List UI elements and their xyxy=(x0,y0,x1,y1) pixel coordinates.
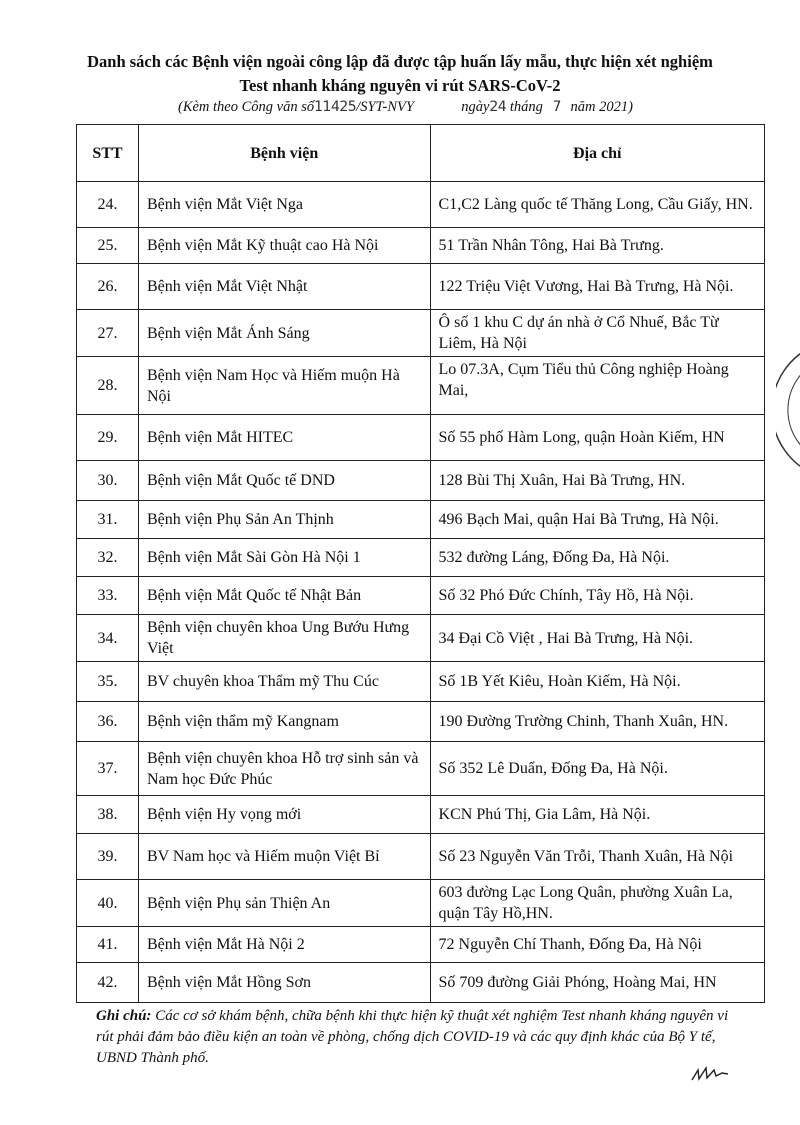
row-stt: 39. xyxy=(77,834,139,880)
row-address: Số 23 Nguyễn Văn Trỗi, Thanh Xuân, Hà Nội xyxy=(430,834,764,880)
row-stt: 25. xyxy=(77,228,139,264)
table-row xyxy=(77,264,765,310)
row-address: 532 đường Láng, Đống Đa, Hà Nội. xyxy=(430,539,764,577)
ref-number: 11425 xyxy=(314,99,357,115)
row-address: KCN Phú Thị, Gia Lâm, Hà Nội. xyxy=(430,796,764,834)
row-stt: 40. xyxy=(77,880,139,927)
row-stt: 42. xyxy=(77,963,139,1003)
row-hospital-name: Bệnh viện chuyên khoa Ung Bướu Hưng Việt xyxy=(138,615,430,662)
table-row xyxy=(77,539,765,577)
row-hospital-name: Bệnh viện Phụ Sản An Thịnh xyxy=(138,501,430,539)
table-row xyxy=(77,880,765,927)
ref-year: năm 2021) xyxy=(570,99,633,115)
ref-month-label: tháng xyxy=(509,99,543,115)
document-reference xyxy=(178,99,633,116)
row-stt: 35. xyxy=(77,662,139,702)
row-hospital-name: Bệnh viện thẩm mỹ Kangnam xyxy=(138,702,430,742)
row-stt: 32. xyxy=(77,539,139,577)
row-stt: 29. xyxy=(77,415,139,461)
row-hospital-name: Bệnh viện Mắt Quốc tế Nhật Bản xyxy=(138,577,430,615)
row-address: C1,C2 Làng quốc tế Thăng Long, Cầu Giấy, HN. xyxy=(430,182,764,228)
row-hospital-name: Bệnh viện Mắt HITEC xyxy=(138,415,430,461)
table-row xyxy=(77,182,765,228)
table-header-row xyxy=(77,125,765,182)
row-address: 72 Nguyễn Chí Thanh, Đống Đa, Hà Nội xyxy=(430,927,764,963)
row-address: 34 Đại Cồ Việt , Hai Bà Trưng, Hà Nội. xyxy=(430,615,764,662)
table-row xyxy=(77,310,765,357)
row-hospital-name: BV Nam học và Hiếm muộn Việt Bỉ xyxy=(138,834,430,880)
row-address: Số 32 Phó Đức Chính, Tây Hồ, Hà Nội. xyxy=(430,577,764,615)
row-hospital-name: Bệnh viện Mắt Kỹ thuật cao Hà Nội xyxy=(138,228,430,264)
row-stt: 28. xyxy=(77,357,139,415)
row-address: Số 709 đường Giải Phóng, Hoàng Mai, HN xyxy=(430,963,764,1003)
header-address: Địa chỉ xyxy=(430,125,764,182)
table-row xyxy=(77,742,765,796)
row-address: Ô số 1 khu C dự án nhà ở Cổ Nhuế, Bắc Từ Liêm, Hà Nội xyxy=(430,310,764,357)
row-address: 190 Đường Trường Chinh, Thanh Xuân, HN. xyxy=(430,702,764,742)
row-address: Số 352 Lê Duẩn, Đống Đa, Hà Nội. xyxy=(430,742,764,796)
table-row xyxy=(77,834,765,880)
table-row xyxy=(77,702,765,742)
table-row xyxy=(77,615,765,662)
signature-mark-icon xyxy=(690,1062,730,1084)
row-hospital-name: Bệnh viện Hy vọng mới xyxy=(138,796,430,834)
row-stt: 24. xyxy=(77,182,139,228)
row-address: 122 Triệu Việt Vương, Hai Bà Trưng, Hà Nội. xyxy=(430,264,764,310)
header-stt: STT xyxy=(77,125,139,182)
row-stt: 41. xyxy=(77,927,139,963)
table-row xyxy=(77,796,765,834)
row-stt: 27. xyxy=(77,310,139,357)
ref-month: 7 xyxy=(552,99,561,115)
header-hospital: Bệnh viện xyxy=(138,125,430,182)
row-address: 128 Bùi Thị Xuân, Hai Bà Trưng, HN. xyxy=(430,461,764,501)
row-hospital-name: Bệnh viện Mắt Hồng Sơn xyxy=(138,963,430,1003)
row-hospital-name: Bệnh viện Mắt Ánh Sáng xyxy=(138,310,430,357)
table-row xyxy=(77,228,765,264)
table-row xyxy=(77,577,765,615)
row-hospital-name: BV chuyên khoa Thẩm mỹ Thu Cúc xyxy=(138,662,430,702)
hospital-table xyxy=(76,124,765,1003)
document-title-line-1: Danh sách các Bệnh viện ngoài công lập đã được tập huấn lấy mẫu, thực hiện xét nghiệm xyxy=(87,52,713,71)
ref-prefix: (Kèm theo Công văn số xyxy=(178,99,315,115)
footnote xyxy=(96,1006,746,1069)
row-address: Lo 07.3A, Cụm Tiểu thủ Công nghiệp Hoàng Mai, xyxy=(430,357,764,415)
table-row xyxy=(77,501,765,539)
row-address: 603 đường Lạc Long Quân, phường Xuân La, quận Tây Hồ,HN. xyxy=(430,880,764,927)
row-hospital-name: Bệnh viện chuyên khoa Hỗ trợ sinh sản và Nam học Đức Phúc xyxy=(138,742,430,796)
row-stt: 36. xyxy=(77,702,139,742)
row-address: Số 1B Yết Kiêu, Hoàn Kiếm, Hà Nội. xyxy=(430,662,764,702)
document-title-line-2: Test nhanh kháng nguyên vi rút SARS-CoV-2 xyxy=(239,76,561,95)
table-row xyxy=(77,461,765,501)
footnote-text: Các cơ sở khám bệnh, chữa bệnh khi thực hiện kỹ thuật xét nghiệm Test nhanh kháng nguyên vi rút phải đảm bảo điều kiện an toàn về phòng, chống dịch COVID-19 và các quy định khác của Bộ Y tế, UBND Thành phố. xyxy=(96,1008,729,1066)
row-hospital-name: Bệnh viện Mắt Sài Gòn Hà Nội 1 xyxy=(138,539,430,577)
row-address: 51 Trần Nhân Tông, Hai Bà Trưng. xyxy=(430,228,764,264)
table-row xyxy=(77,927,765,963)
row-address: 496 Bạch Mai, quận Hai Bà Trưng, Hà Nội. xyxy=(430,501,764,539)
row-stt: 30. xyxy=(77,461,139,501)
row-stt: 37. xyxy=(77,742,139,796)
row-hospital-name: Bệnh viện Nam Học và Hiếm muộn Hà Nội xyxy=(138,357,430,415)
row-hospital-name: Bệnh viện Mắt Việt Nhật xyxy=(138,264,430,310)
row-stt: 34. xyxy=(77,615,139,662)
row-address: Số 55 phố Hàm Long, quận Hoàn Kiếm, HN xyxy=(430,415,764,461)
row-hospital-name: Bệnh viện Mắt Quốc tế DND xyxy=(138,461,430,501)
table-row xyxy=(77,963,765,1003)
row-stt: 38. xyxy=(77,796,139,834)
stamp-edge-icon xyxy=(776,340,800,480)
table-row xyxy=(77,357,765,415)
row-hospital-name: Bệnh viện Mắt Hà Nội 2 xyxy=(138,927,430,963)
footnote-label: Ghi chú: xyxy=(96,1008,152,1024)
row-stt: 33. xyxy=(77,577,139,615)
row-stt: 26. xyxy=(77,264,139,310)
row-stt: 31. xyxy=(77,501,139,539)
ref-day-label: ngày xyxy=(461,99,490,115)
table-row xyxy=(77,662,765,702)
ref-day: 24 xyxy=(489,99,507,115)
row-hospital-name: Bệnh viện Mắt Việt Nga xyxy=(138,182,430,228)
ref-code: /SYT-NVY xyxy=(356,99,414,115)
table-row xyxy=(77,415,765,461)
row-hospital-name: Bệnh viện Phụ sản Thiện An xyxy=(138,880,430,927)
